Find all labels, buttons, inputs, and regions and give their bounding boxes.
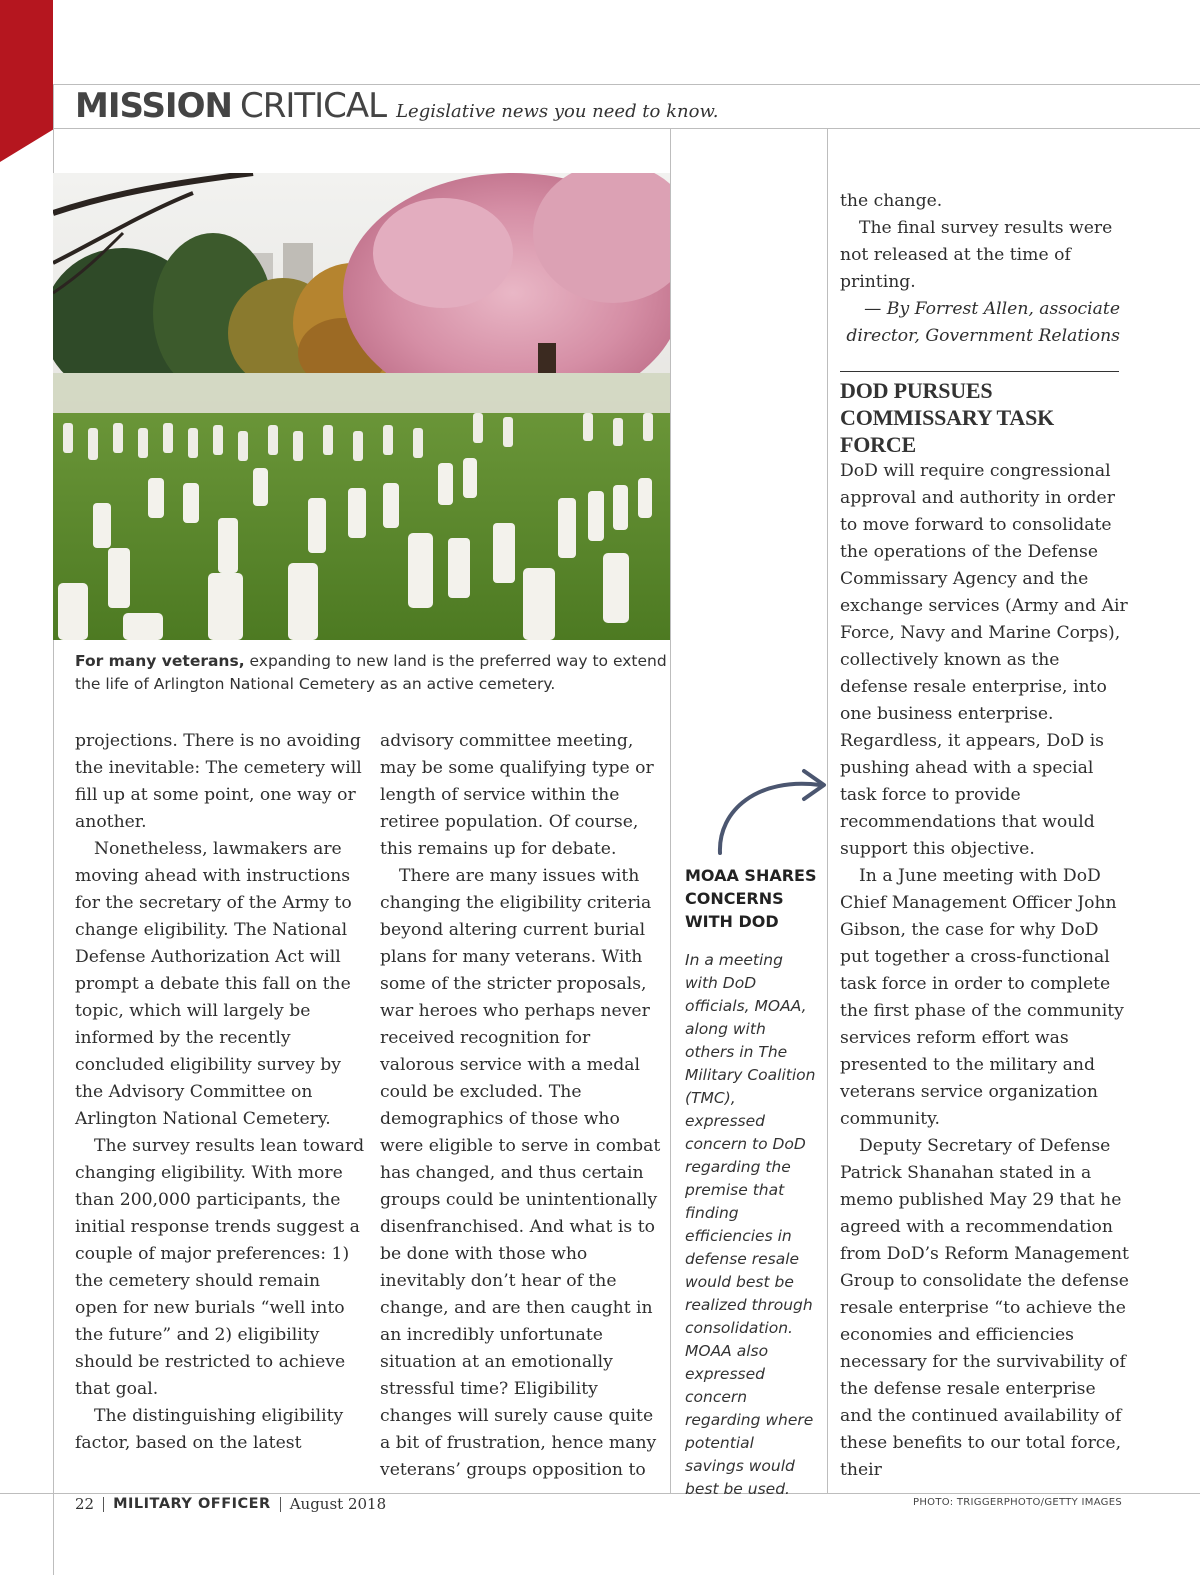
story-headline: DOD PURSUES COMMISSARY TASK FORCE xyxy=(840,378,1055,457)
article-column-2 xyxy=(380,728,665,1484)
paragraph: The distinguishing eligibility factor, based on the latest xyxy=(75,1406,344,1453)
page-footer xyxy=(75,1495,386,1513)
section-header xyxy=(75,86,718,130)
byline-line-1: — By Forrest Allen, associate xyxy=(864,299,1120,319)
paragraph: In a June meeting with DoD Chief Management Officer John Gibson, the case for why DoD put together a cross-functional task force in order to complete the first phase of the community services reform effort was presented to the military and veterans service organization community. xyxy=(840,866,1124,1129)
paragraph: Deputy Secretary of Defense Patrick Shanahan stated in a memo published May 29 that he agreed with a recommendation from DoD’s Reform Management Group to consolidate the defense resale enterprise “to achieve the economies and efficiencies necessary for the survivability of the defense resale enterprise and the continued availability of these benefits to our total force, their xyxy=(840,1136,1129,1480)
section-title-bold: MISSION xyxy=(75,86,232,126)
photo-caption xyxy=(75,650,675,696)
cemetery-photo xyxy=(53,173,670,640)
article-column-1 xyxy=(75,728,365,1457)
sidebar-body: In a meeting with DoD officials, MOAA, along with others in The Military Coalition (TMC), expressed concern to DoD regarding the premise that finding efficiencies in defense resale would best be realized through consolidation. MOAA also expressed concern regarding where potential savings would best be used. xyxy=(685,951,816,1498)
paragraph: Nonetheless, lawmakers are moving ahead with instructions for the secretary of the Army to change eligibility. The National Defense Authorization Act will prompt a debate this fall on the topic, which will largely be informed by the recently concluded eligibility survey by the Advisory Committee on Arlington National Cemetery. xyxy=(75,839,352,1129)
sidebar-box xyxy=(685,864,817,1501)
paragraph: DoD will require congressional approval and authority in order to move forward to consolidate the operations of the Defense Commissary Agency and the exchange services (Army and Air Force, Navy and Marine Corps), collectively known as the defense resale enterprise, into one business enterprise. Regardless, it appears, DoD is pushing ahead with a special task force to provide recommendations that would support this objective. xyxy=(840,461,1128,859)
story-divider xyxy=(840,371,1119,372)
byline-line-2: director, Government Relations xyxy=(846,326,1120,346)
sidebar-heading: MOAA SHARES CONCERNS WITH DOD xyxy=(685,866,817,931)
red-corner-tab xyxy=(0,0,53,162)
photo-credit: PHOTO: TRIGGERPHOTO/GETTY IMAGES xyxy=(913,1497,1122,1508)
footer-rule xyxy=(0,1493,1200,1494)
section-title-light: CRITICAL xyxy=(239,86,387,126)
curved-arrow-icon xyxy=(708,765,833,860)
continued-text: the change. xyxy=(840,191,943,211)
footer-divider xyxy=(280,1497,281,1512)
article-column-right xyxy=(840,188,1130,1484)
page-number: 22 xyxy=(75,1495,95,1513)
magazine-name: MILITARY OFFICER xyxy=(113,1496,271,1512)
paragraph: There are many issues with changing the eligibility criteria beyond altering current burial plans for many veterans. With some of the stricter proposals, war heroes who perhaps never received recognition for valorous service with a medal could be excluded. The demographics of those who were eligible to serve in combat has changed, and thus certain groups could be unintentionally disenfranchised. And what is to be done with those who inevitably don’t hear of the change, and are then caught in an incredibly unfortunate situation at an emotionally stressful time? Eligibility changes will surely cause quite a bit of frustration, hence many veterans’ groups opposition to xyxy=(380,866,661,1480)
sidebar-left-rule xyxy=(670,128,671,1493)
footer-divider xyxy=(103,1497,104,1512)
section-tagline: Legislative news you need to know. xyxy=(396,101,719,122)
issue-date: August 2018 xyxy=(289,1495,387,1513)
caption-text: expanding to new land is the preferred way to extend the life of Arlington National Cemetery as an active cemetery. xyxy=(75,652,667,693)
header-top-rule xyxy=(53,84,1200,85)
paragraph: The final survey results were not released at the time of printing. xyxy=(840,218,1113,292)
paragraph: advisory committee meeting, may be some qualifying type or length of service within the retiree population. Of course, this remains up for debate. xyxy=(380,731,654,859)
paragraph: The survey results lean toward changing eligibility. With more than 200,000 participants, the initial response trends suggest a couple of major preferences: 1) the cemetery should remain open for new burials “well into the future” and 2) eligibility should be restricted to achieve that goal. xyxy=(75,1136,365,1399)
caption-lead: For many veterans, xyxy=(75,652,245,670)
paragraph: projections. There is no avoiding the inevitable: The cemetery will fill up at some point, one way or another. xyxy=(75,731,362,832)
